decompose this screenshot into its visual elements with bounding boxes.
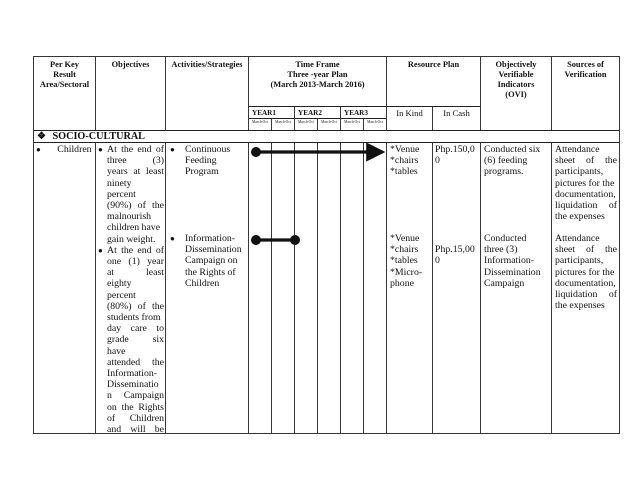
year-label: YEAR1 [252, 109, 276, 117]
activity-line: Continuous [185, 144, 231, 155]
objective-line: and will be [107, 424, 164, 436]
header-ovi-line: (OVI) [505, 90, 527, 99]
month-label: March-Oct [298, 120, 314, 124]
ovi-line: Conducted six [484, 144, 541, 155]
ovi-cell [484, 233, 550, 289]
objective-line: (80%) of the [107, 300, 164, 312]
header-time-frame-line: Time Frame [295, 60, 340, 69]
objective-line: At the end of [107, 244, 164, 256]
in-cash-line: Php.150,0 [435, 144, 475, 155]
objective-line: gain weight. [107, 233, 156, 245]
sources-line: the expenses [555, 211, 605, 223]
section-diamond-icon: ❖ [37, 131, 46, 142]
in-kind-line: *chairs [390, 155, 419, 167]
header-objectives: Objectives [111, 60, 150, 69]
section-title: SOCIO-CULTURAL [52, 131, 145, 142]
header-sources-line: Sources of [567, 60, 604, 69]
sources-line: documentation, [555, 188, 616, 200]
timeline-bar-feeding [251, 147, 379, 157]
year-label: YEAR3 [344, 109, 368, 117]
activity-line: Dissemination [185, 244, 242, 256]
objective-line: three (3) [107, 155, 164, 167]
sources-line: liquidation of [555, 200, 617, 212]
in-cash-cell [435, 144, 480, 166]
objective-line: children have [107, 222, 161, 234]
in-kind-line: *Venue [390, 144, 420, 155]
ovi-line: three (3) [484, 244, 518, 256]
sources-line: participants, [555, 166, 604, 178]
header-per-key-line: Result [53, 70, 76, 79]
in-cash-line: 0 [435, 155, 440, 167]
ovi-line: Campaign [484, 277, 525, 289]
in-kind-cell [390, 233, 432, 289]
objective-line: percent [107, 188, 136, 200]
in-kind-line: *Micro- [390, 266, 423, 278]
in-kind-line: *tables [390, 255, 418, 267]
header-per-key-line: Per Key [50, 60, 79, 69]
ovi-line: Conducted [484, 233, 527, 244]
header-per-key-line: Area/Sectoral [39, 80, 90, 89]
sources-line: liquidation of [555, 289, 617, 301]
header-time-frame-line: Three -year Plan [287, 70, 348, 79]
in-kind-line: phone [390, 277, 414, 289]
bullet-icon: ● [98, 145, 103, 154]
activity-line: Campaign on [185, 255, 238, 267]
in-kind-line: *Venue [390, 233, 420, 244]
month-label: March-Oct [275, 120, 291, 124]
in-cash-line: 0 [435, 255, 440, 267]
objective-line: Information- [107, 368, 158, 380]
ovi-line: programs. [484, 166, 524, 178]
activity-line: the Rights of [185, 266, 236, 278]
objective-line: on the Rights [107, 401, 164, 413]
activity-line: Children [185, 277, 220, 289]
year-label: YEAR2 [298, 109, 322, 117]
objective-line: one (1) year [107, 256, 164, 268]
activity-line: Feeding [185, 155, 217, 167]
objective-line: malnourish [107, 211, 152, 223]
in-kind-line: *chairs [390, 244, 419, 256]
sources-line: sheet of the [555, 155, 617, 167]
month-label: March-Oct [252, 120, 268, 124]
sources-line: Attendance [555, 144, 600, 155]
activity-line: Information- [185, 233, 236, 244]
timeline-bar-campaign [251, 235, 300, 245]
objective-line: grade six [107, 334, 164, 346]
header-in-kind: In Kind [396, 108, 423, 118]
header-ovi-line: Verifiable [498, 70, 534, 79]
sources-line: sheet of the [555, 244, 617, 256]
objective-line: of Children [107, 412, 164, 424]
objective-line: (90%) of the [107, 200, 164, 212]
sources-line: documentation, [555, 277, 616, 289]
bullet-icon: ● [36, 145, 41, 154]
sources-line: participants, [555, 255, 604, 267]
activity-line: Program [185, 166, 219, 178]
sources-line: pictures for the [555, 266, 615, 278]
sources-line: Attendance [555, 233, 600, 244]
ovi-cell [484, 144, 550, 178]
bullet-icon: ● [170, 145, 175, 154]
header-resource-plan: Resource Plan [407, 60, 460, 69]
objective-line: percent [107, 289, 136, 301]
bullet-icon: ● [98, 245, 103, 255]
sources-line: the expenses [555, 300, 605, 312]
objective-line: years at least [107, 166, 164, 178]
header-ovi-line: Objectively [495, 60, 537, 69]
objective-line: eighty [107, 278, 132, 290]
in-kind-line: *tables [390, 166, 418, 178]
header-ovi-line: Indicators [497, 80, 535, 89]
month-label: March-Oct [367, 120, 383, 124]
objective-line: At the end of [107, 144, 164, 155]
in-kind-cell [390, 144, 432, 178]
header-in-cash: In Cash [443, 108, 470, 118]
bullet-icon: ● [170, 234, 175, 243]
header-sources-line: Verification [564, 70, 607, 79]
area-label: Children [57, 144, 92, 155]
ovi-line: (6) feeding [484, 155, 528, 167]
ovi-line: Dissemination [484, 266, 541, 278]
objective-line: students from [107, 312, 161, 324]
month-label: March-Oct [344, 120, 360, 124]
header-time-frame-line: (March 2013-March 2016) [270, 80, 365, 89]
objective-line: have [107, 345, 126, 357]
in-cash-line: Php.15,00 [435, 244, 475, 255]
objective-line: at least [107, 267, 164, 279]
objective-line: day care to [107, 323, 164, 335]
objective-line: attended the [107, 356, 164, 368]
sources-cell [555, 233, 617, 311]
header-activities: Activities/Strategies [171, 60, 243, 69]
objective-line: n Campaign [107, 390, 164, 402]
objective-line: Disseminatio [107, 379, 159, 391]
ovi-line: Information- [484, 255, 535, 267]
sources-line: pictures for the [555, 177, 615, 189]
objective-line: ninety [107, 177, 132, 189]
sources-cell [555, 144, 617, 222]
month-label: March-Oct [321, 120, 337, 124]
in-cash-cell [435, 244, 480, 266]
